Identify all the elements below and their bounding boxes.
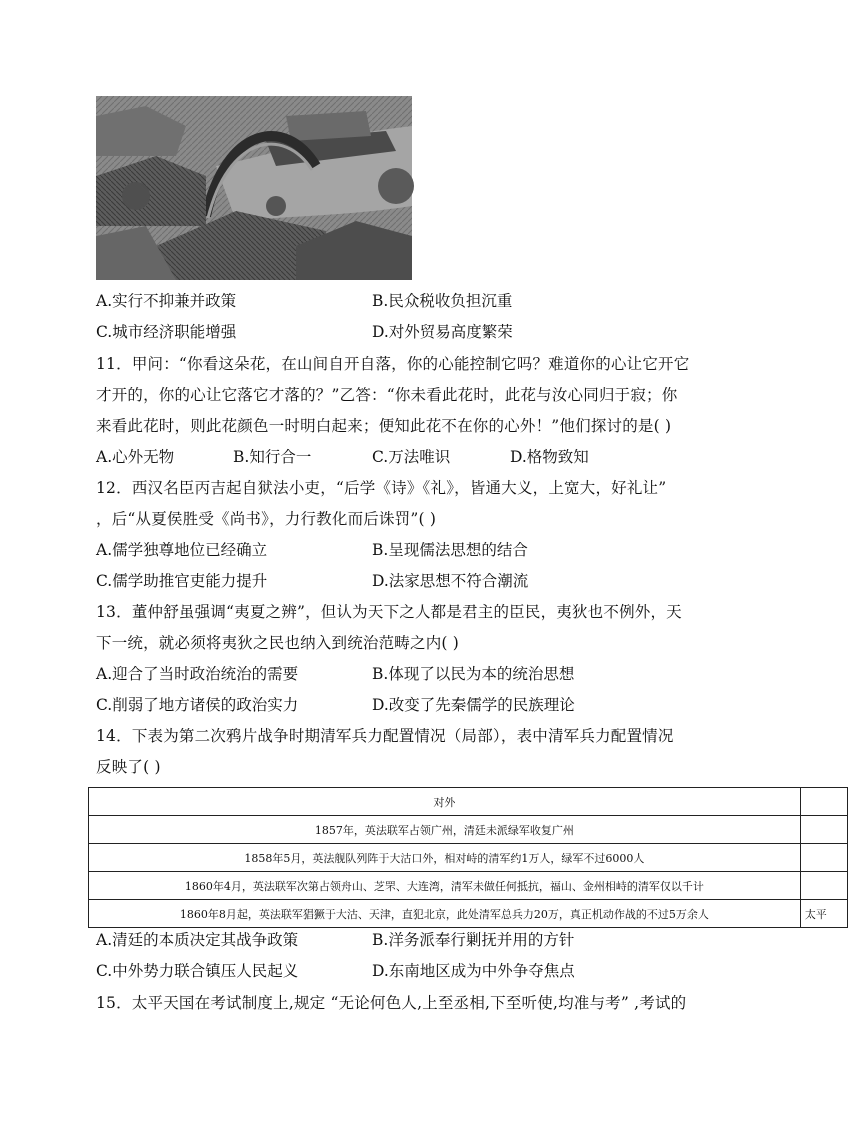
table-cell: 太平	[800, 900, 847, 928]
table-row	[89, 844, 848, 872]
table-row	[89, 816, 848, 844]
q11-option-d[interactable]: D.格物致知	[510, 448, 589, 466]
q13-option-a[interactable]: A.迎合了当时政治统治的需要	[96, 665, 299, 683]
q11-stem-line-3: 来看此花时，则此花颜色一时明白起来；便知此花不在你的心外！”他们探讨的是( )	[96, 417, 672, 435]
q10-option-a[interactable]: A.实行不抑兼并政策	[96, 292, 237, 310]
qingming-painting-image	[96, 96, 412, 280]
q10-option-d[interactable]: D.对外贸易高度繁荣	[372, 323, 513, 341]
q14-option-c[interactable]: C.中外势力联合镇压人民起义	[96, 962, 299, 980]
q11-option-b[interactable]: B.知行合一	[233, 448, 312, 466]
q13-option-c[interactable]: C.削弱了地方诸侯的政治实力	[96, 696, 299, 714]
q11-stem-line-1: 11．甲问：“你看这朵花，在山间自开自落，你的心能控制它吗？难道你的心让它开它	[96, 355, 690, 373]
table-row	[89, 900, 848, 928]
table-cell: 1858年5月，英法舰队列阵于大沽口外，相对峙的清军约1万人，绿军不过6000人	[89, 844, 801, 872]
q11-option-c[interactable]: C.万法唯识	[372, 448, 451, 466]
table-row	[89, 788, 848, 816]
q12-option-b[interactable]: B.呈现儒法思想的结合	[372, 541, 528, 559]
q12-option-d[interactable]: D.法家思想不符合潮流	[372, 572, 529, 590]
q13-stem-line-2: 下一统，就必须将夷狄之民也纳入到统治范畴之内( )	[96, 634, 460, 652]
table-cell: 1857年，英法联军占领广州，清廷未派绿军收复广州	[89, 816, 801, 844]
table-cell: 1860年4月，英法联军次第占领舟山、芝罘、大连湾，清军未做任何抵抗，福山、金州相峙的清军仅以千计	[89, 872, 801, 900]
q13-option-d[interactable]: D.改变了先秦儒学的民族理论	[372, 696, 575, 714]
q14-option-a[interactable]: A.清廷的本质决定其战争政策	[96, 931, 299, 949]
q11-option-a[interactable]: A.心外无物	[96, 448, 175, 466]
q12-stem-line-2: ，后“从夏侯胜受《尚书》，力行教化而后诛罚”( )	[96, 510, 437, 528]
table-cell: 1860年8月起，英法联军猖獗于大沽、天津，直犯北京，此处清军总兵力20万，真正机动作战的不过5万余人	[89, 900, 801, 928]
troop-deployment-table	[88, 787, 827, 927]
q11-stem-line-2: 才开的，你的心让它落它才落的？”乙答：“你未看此花时，此花与汝心同归于寂；你	[96, 386, 678, 404]
q14-option-b[interactable]: B.洋务派奉行剿抚并用的方针	[372, 931, 575, 949]
q12-option-a[interactable]: A.儒学独尊地位已经确立	[96, 541, 268, 559]
q14-stem-line-1: 14．下表为第二次鸦片战争时期清军兵力配置情况（局部），表中清军兵力配置情况	[96, 727, 674, 745]
q12-stem-line-1: 12．西汉名臣丙吉起自狱法小吏，“后学《诗》《礼》，皆通大义，上宽大，好礼让”	[96, 479, 667, 497]
q15-stem-line-1: 15．太平天国在考试制度上,规定 “无论何色人,上至丞相,下至听使,均准与考” ,考试的	[96, 994, 687, 1012]
table-cell	[800, 872, 847, 900]
q10-option-b[interactable]: B.民众税收负担沉重	[372, 292, 513, 310]
q13-stem-line-1: 13．董仲舒虽强调“夷夏之辨”，但认为天下之人都是君主的臣民，夷狄也不例外，天	[96, 603, 682, 621]
table-cell: 对外	[89, 788, 801, 816]
q10-option-c[interactable]: C.城市经济职能增强	[96, 323, 237, 341]
table-cell	[800, 844, 847, 872]
q13-option-b[interactable]: B.体现了以民为本的统治思想	[372, 665, 575, 683]
q14-stem-line-2: 反映了( )	[96, 758, 161, 776]
table-cell	[800, 816, 847, 844]
q14-option-d[interactable]: D.东南地区成为中外争夺焦点	[372, 962, 575, 980]
table-cell	[800, 788, 847, 816]
painting-illustration	[96, 96, 412, 280]
table-row	[89, 872, 848, 900]
q12-option-c[interactable]: C.儒学助推官吏能力提升	[96, 572, 268, 590]
